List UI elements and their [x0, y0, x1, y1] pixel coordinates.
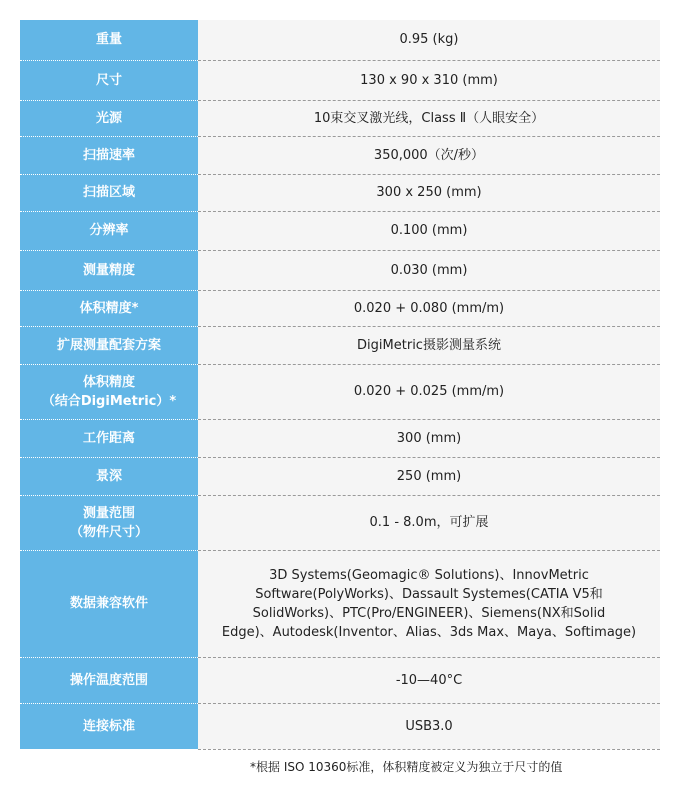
spec-label-line: 景深	[95, 468, 122, 484]
spec-value	[198, 550, 660, 657]
spec-value	[198, 326, 660, 364]
spec-label	[20, 495, 198, 550]
spec-row	[20, 550, 660, 657]
spec-value	[198, 100, 660, 136]
spec-label-line: 数据兼容软件	[69, 596, 148, 611]
spec-table-body	[20, 20, 660, 749]
spec-value-line: 130 x 90 x 310 (mm)	[360, 72, 498, 88]
spec-label-line: 扫描区域	[82, 185, 135, 200]
spec-row	[20, 60, 660, 100]
spec-label-line: 扫描速率	[82, 147, 135, 163]
spec-value	[198, 20, 660, 60]
spec-label-line: 体积精度	[82, 374, 135, 390]
spec-value	[198, 290, 660, 326]
spec-label	[20, 290, 198, 326]
spec-value-line: DigiMetric摄影测量系统	[357, 337, 501, 353]
spec-value-line: 0.020 + 0.080 (mm/m)	[353, 300, 505, 316]
spec-value-line: 300 (mm)	[396, 430, 462, 446]
spec-value	[198, 364, 660, 419]
spec-row	[20, 100, 660, 136]
spec-row	[20, 364, 660, 419]
spec-value	[198, 211, 660, 250]
spec-label-line: 扩展测量配套方案	[56, 337, 161, 353]
spec-row	[20, 703, 660, 749]
spec-label-line: 测量精度	[82, 262, 135, 278]
spec-label-line: 尺寸	[95, 72, 122, 88]
spec-label	[20, 457, 198, 495]
spec-label	[20, 419, 198, 457]
spec-row	[20, 657, 660, 703]
spec-value	[198, 174, 660, 211]
spec-label	[20, 174, 198, 211]
footnote: *根据 ISO 10360标准，体积精度被定义为独立于尺寸的值	[250, 760, 563, 774]
spec-value-line: Software(PolyWorks)、Dassault Systemes(CATIA V5和	[255, 586, 603, 602]
spec-value	[198, 457, 660, 495]
spec-value	[198, 419, 660, 457]
spec-value	[198, 250, 660, 290]
spec-label-line: 重量	[95, 32, 122, 48]
spec-label	[20, 20, 198, 60]
spec-label	[20, 657, 198, 703]
spec-row	[20, 211, 660, 250]
spec-row	[20, 136, 660, 174]
spec-value-line: 0.030 (mm)	[390, 262, 468, 278]
spec-value	[198, 136, 660, 174]
spec-label-line: （结合DigiMetric）*	[41, 393, 177, 409]
spec-label	[20, 550, 198, 657]
spec-value	[198, 657, 660, 703]
spec-label	[20, 100, 198, 136]
spec-value	[198, 495, 660, 550]
spec-value	[198, 703, 660, 749]
spec-label-line: 分辨率	[89, 223, 129, 238]
spec-label	[20, 364, 198, 419]
spec-value-line: USB3.0	[405, 718, 453, 734]
spec-label-line: 体积精度*	[79, 300, 139, 316]
spec-label	[20, 60, 198, 100]
spec-value-line: 0.1 - 8.0m，可扩展	[369, 515, 489, 530]
spec-row	[20, 174, 660, 211]
spec-label-line: （物件尺寸）	[69, 524, 148, 540]
spec-label	[20, 703, 198, 749]
spec-row	[20, 20, 660, 60]
spec-label	[20, 250, 198, 290]
spec-label-line: 光源	[95, 110, 122, 126]
spec-value-line: 0.100 (mm)	[390, 223, 468, 238]
spec-value-line: 10束交叉激光线，Class Ⅱ（人眼安全）	[313, 110, 545, 126]
spec-row	[20, 326, 660, 364]
spec-label-line: 连接标准	[82, 718, 135, 734]
spec-value-line: -10—40°C	[395, 672, 463, 688]
spec-value-line: 350,000（次/秒）	[373, 147, 485, 163]
spec-label-line: 操作温度范围	[69, 672, 148, 688]
spec-row	[20, 290, 660, 326]
spec-table	[20, 20, 660, 750]
spec-value-line: 3D Systems(Geomagic® Solutions)、InnovMetric	[269, 567, 589, 583]
spec-value-line: 300 x 250 (mm)	[376, 185, 482, 200]
spec-value-line: 250 (mm)	[396, 468, 462, 484]
spec-row	[20, 457, 660, 495]
spec-label	[20, 326, 198, 364]
spec-label-line: 测量范围	[82, 505, 135, 521]
spec-row	[20, 250, 660, 290]
spec-label-line: 工作距离	[82, 430, 135, 446]
spec-value-line: 0.95 (kg)	[399, 32, 459, 48]
spec-value	[198, 60, 660, 100]
spec-row	[20, 495, 660, 550]
spec-label	[20, 211, 198, 250]
spec-value-line: SolidWorks)、PTC(Pro/ENGINEER)、Siemens(NX和Solid	[252, 605, 606, 621]
spec-value-line: 0.020 + 0.025 (mm/m)	[353, 384, 505, 399]
spec-label	[20, 136, 198, 174]
spec-value-line: Edge)、Autodesk(Inventor、Alias、3ds Max、Maya、Softimage)	[221, 624, 637, 640]
spec-row	[20, 419, 660, 457]
